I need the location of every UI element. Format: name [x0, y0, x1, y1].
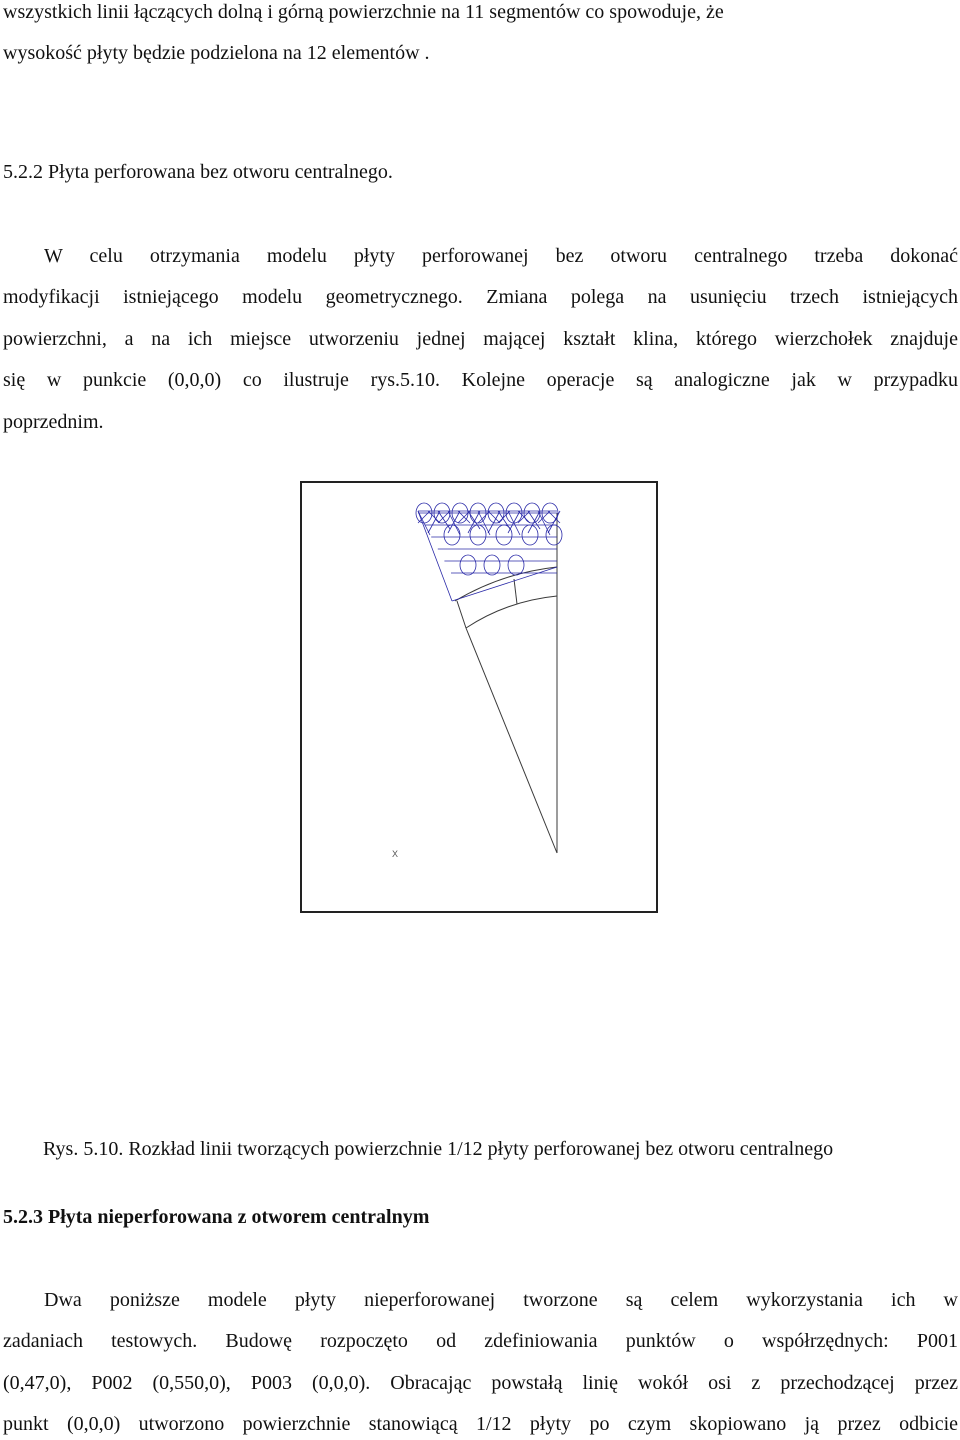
intro-line-2: wysokość płyty będzie podzielona na 12 elementów .	[3, 42, 430, 64]
paragraph-line: powierzchni, a na ich miejsce utworzeniu jednej mającej kształt klina, którego wierzchołek znajduje	[3, 328, 958, 350]
perforation-hole	[444, 525, 460, 545]
figure-caption: Rys. 5.10. Rozkład linii tworzących powierzchnie 1/12 płyty perforowanej bez otworu centralnego	[43, 1138, 834, 1160]
mesh-line	[418, 511, 430, 535]
paragraph-line: poprzednim.	[3, 411, 104, 433]
perforation-mesh	[416, 503, 562, 601]
wedge-left-edge	[466, 628, 557, 853]
mesh-line	[452, 567, 557, 601]
paragraph-line: modyfikacji istniejącego modelu geometrycznego. Zmiana polega na usunięciu trzech istniejących	[3, 286, 958, 308]
perforation-hole	[508, 555, 524, 575]
figure-5-10	[300, 481, 658, 913]
perforation-hole	[522, 525, 538, 545]
intro-line-1: wszystkich linii łączących dolną i górną powierzchnie na 11 segmentów co spowoduje, że	[3, 1, 724, 23]
paragraph-line: (0,47,0), P002 (0,550,0), P003 (0,0,0). Obracając powstałą linię wokół osi z przechodzącej przez	[3, 1372, 958, 1394]
section-heading-522: 5.2.2 Płyta perforowana bez otworu centralnego.	[3, 161, 393, 183]
paragraph-line: punkt (0,0,0) utworzono powierzchnie stanowiącą 1/12 płyty po czym skopiowano ją przez odbicie	[3, 1413, 958, 1435]
perforation-hole	[460, 555, 476, 575]
perforation-hole	[484, 555, 500, 575]
section-heading-523: 5.2.3 Płyta nieperforowana z otworem centralnym	[3, 1206, 430, 1228]
mesh-line	[548, 511, 560, 533]
axis-label: X	[392, 849, 399, 859]
mesh-drawing	[302, 483, 656, 911]
outer-arc	[466, 596, 557, 628]
perforation-hole	[546, 525, 562, 545]
mesh-line	[488, 511, 500, 533]
paragraph-line: się w punkcie (0,0,0) co ilustruje rys.5.10. Kolejne operacje są analogiczne jak w przypadku	[3, 369, 958, 391]
paragraph-line: zadaniach testowych. Budowę rozpoczęto od zdefiniowania punktów o współrzędnych: P001	[3, 1330, 958, 1352]
paragraph-line: Dwa poniższe modele płyty nieperforowanej tworzone są celem wykorzystania ich w	[44, 1289, 958, 1311]
paragraph-line: W celu otrzymania modelu płyty perforowanej bez otworu centralnego trzeba dokonać	[44, 245, 958, 267]
perforation-hole	[470, 525, 486, 545]
